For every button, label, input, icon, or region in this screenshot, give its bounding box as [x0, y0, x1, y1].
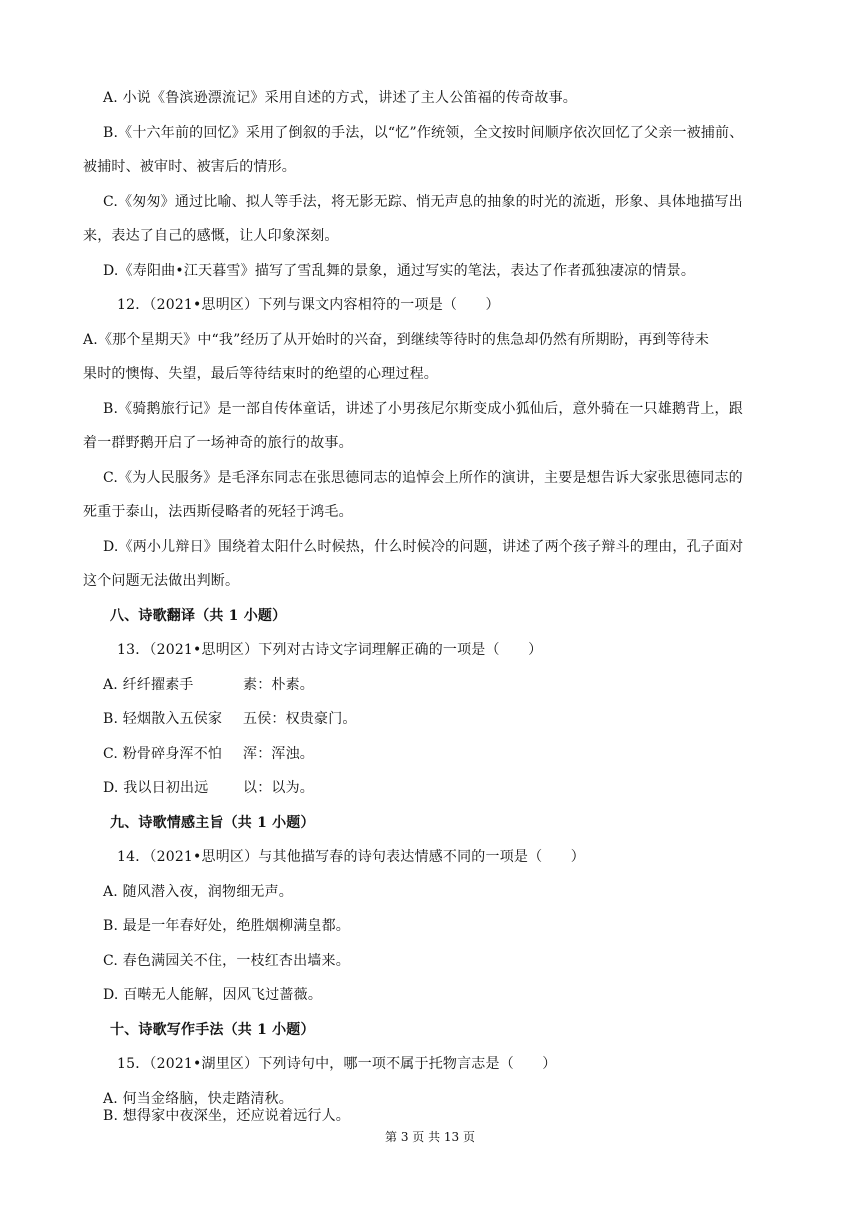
q13-option-c	[103, 745, 803, 763]
q13-option-d-term: D. 我以日初出远	[103, 780, 209, 796]
q14-option-b: B. 最是一年春好处，绝胜烟柳满皇都。	[103, 918, 350, 934]
question-15: 15．（2021•湖里区）下列诗句中，哪一项不属于托物言志是（ ）	[117, 1056, 557, 1072]
q14-option-a: A. 随风潜入夜，润物细无声。	[103, 884, 294, 900]
q14-option-c: C. 春色满园关不住，一枝红杏出墙来。	[103, 953, 350, 969]
q13-option-a-def: 素：朴素。	[243, 677, 314, 693]
q13-option-d-def: 以：以为。	[243, 780, 314, 796]
section-heading-9: 九、诗歌情感主旨（共 1 小题）	[110, 815, 315, 831]
q12-option-a: A.《那个星期天》中“我”经历了从开始时的兴奋，到继续等待时的焦急却仍然有所期盼，再到等待未	[83, 332, 710, 348]
question-12: 12．（2021•思明区）下列与课文内容相符的一项是（ ）	[117, 297, 500, 313]
q13-option-c-def: 浑：浑浊。	[243, 746, 314, 762]
page-number-footer: 第 3 页 共 13 页	[385, 1130, 475, 1144]
q12-option-c-cont: 死重于泰山，法西斯侵略者的死轻于鸿毛。	[83, 504, 353, 520]
q11-option-b-cont: 被捕时、被审时、被害后的情形。	[83, 159, 296, 175]
question-13: 13．（2021•思明区）下列对古诗文字词理解正确的一项是（ ）	[117, 642, 543, 658]
q12-option-b: B.《骑鹅旅行记》是一部自传体童话，讲述了小男孩尼尔斯变成小狐仙后，意外骑在一只雄鹅背上，跟	[103, 401, 743, 417]
q12-option-c: C.《为人民服务》是毛泽东同志在张思德同志的追悼会上所作的演讲，主要是想告诉大家张思德同志的	[103, 470, 743, 486]
q11-option-b: B.《十六年前的回忆》采用了倒叙的手法，以“忆”作统领，全文按时间顺序依次回忆了父亲一被捕前、	[103, 125, 744, 141]
q12-option-d-cont: 这个问题无法做出判断。	[83, 573, 240, 589]
q14-option-d: D. 百啭无人能解，因风飞过蔷薇。	[103, 987, 323, 1003]
q13-option-c-term: C. 粉骨碎身浑不怕	[103, 746, 223, 762]
q11-option-a: A. 小说《鲁滨逊漂流记》采用自述的方式，讲述了主人公笛福的传奇故事。	[103, 90, 578, 106]
q12-option-d: D.《两小儿辩日》围绕着太阳什么时候热，什么时候冷的问题，讲述了两个孩子辩斗的理由，孔子面对	[103, 539, 744, 555]
question-14: 14．（2021•思明区）与其他描写春的诗句表达情感不同的一项是（ ）	[117, 849, 585, 865]
q13-option-b-def: 五侯：权贵豪门。	[243, 711, 357, 727]
q15-option-b: B. 想得家中夜深坐，还应说着远行人。	[103, 1108, 350, 1124]
q11-option-c-cont: 来，表达了自己的感慨，让人印象深刻。	[83, 228, 339, 244]
q11-option-d: D.《寿阳曲•江天暮雪》描写了雪乱舞的景象，通过写实的笔法，表达了作者孤独凄凉的情景。	[103, 263, 696, 279]
q13-option-d	[103, 779, 803, 797]
q12-option-b-cont: 着一群野鹅开启了一场神奇的旅行的故事。	[83, 435, 353, 451]
section-heading-8: 八、诗歌翻译（共 1 小题）	[110, 608, 287, 624]
q13-option-a	[103, 676, 803, 694]
q13-option-a-term: A. 纤纤擢素手	[103, 677, 194, 693]
section-heading-10: 十、诗歌写作手法（共 1 小题）	[110, 1022, 315, 1038]
q15-option-a: A. 何当金络脑，快走踏清秋。	[103, 1091, 294, 1107]
q11-option-c: C.《匆匆》通过比喻、拟人等手法，将无影无踪、悄无声息的抽象的时光的流逝，形象、具体地描写出	[103, 194, 743, 210]
q13-option-b	[103, 710, 803, 728]
q12-option-a-cont: 果时的懊悔、失望，最后等待结束时的绝望的心理过程。	[83, 366, 438, 382]
q13-option-b-term: B. 轻烟散入五侯家	[103, 711, 223, 727]
